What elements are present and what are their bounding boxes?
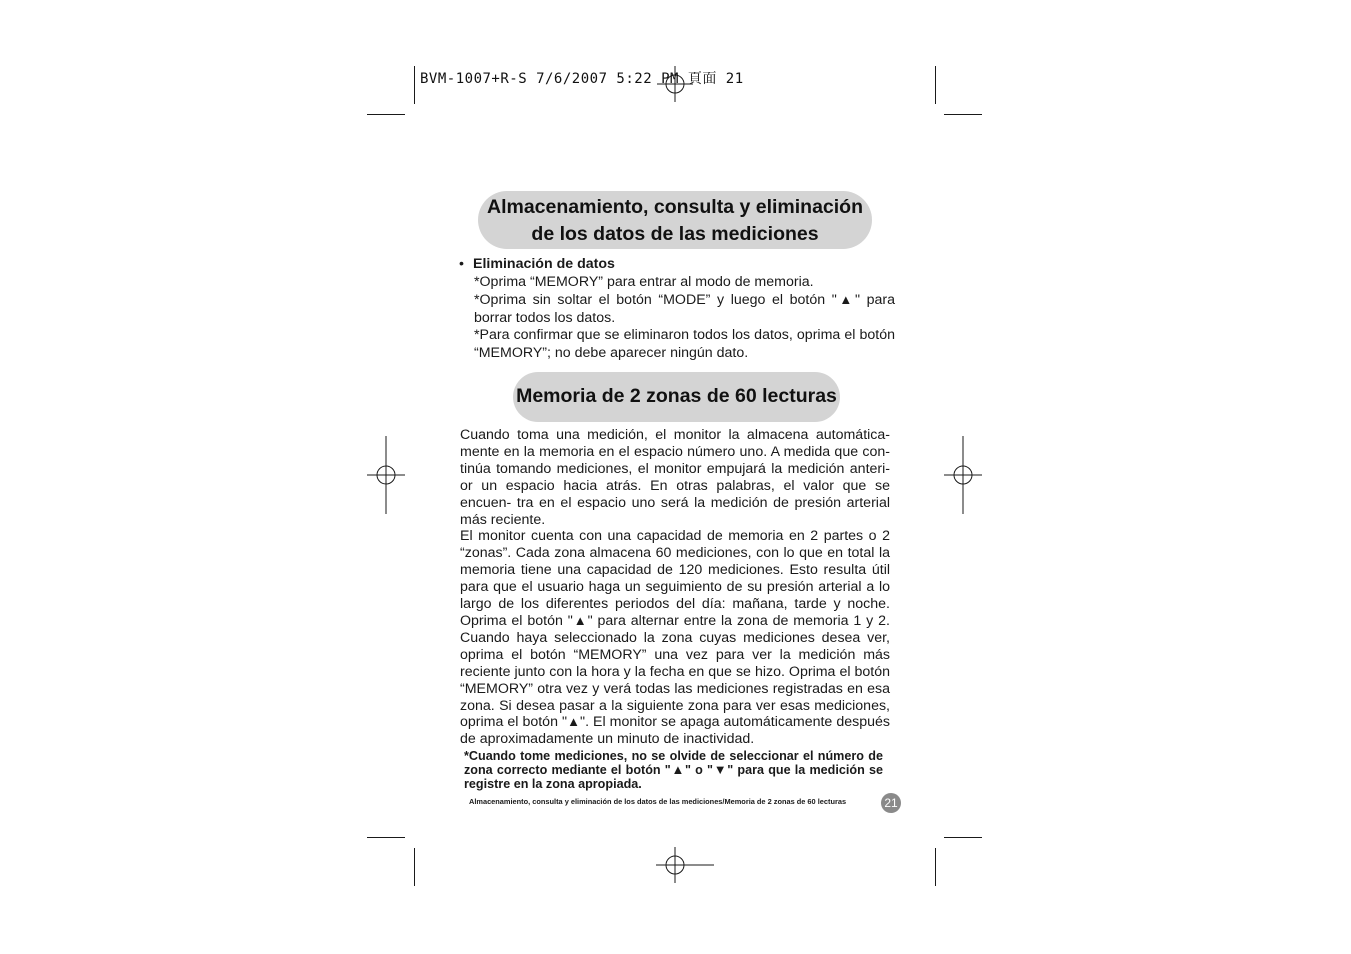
up-arrow-icon: ▲ (670, 762, 685, 777)
up-arrow-icon: ▲ (567, 714, 581, 730)
body-paragraph-1: Cuando toma una medición, el monitor la almacena automática- mente en la memoria en el espacio número uno. A medida que con- tinúa tomando mediciones, el monitor empujará la medición anteri- or un espacio hacia atrás. En otras palabras, el valor que se encuen- tra en el espacio uno será la medición de presión arterial más reciente. (460, 427, 890, 528)
registration-mark-icon (656, 847, 714, 883)
crop-mark (935, 848, 936, 886)
down-arrow-icon: ▼ (713, 762, 728, 777)
crop-mark (367, 837, 405, 838)
elimination-step-3: *Para confirmar que se eliminaron todos los datos, oprima el botón “MEMORY”; no debe aparecer ningún dato. (474, 327, 895, 361)
running-footer: Almacenamiento, consulta y eliminación de los datos de las mediciones/Memoria de 2 zonas de 60 lecturas (469, 797, 847, 806)
bullet-icon: • (459, 256, 464, 272)
page-number: 21 (881, 793, 901, 813)
crop-mark (935, 66, 936, 104)
elimination-block (459, 256, 895, 363)
elimination-step-2: *Oprima sin soltar el botón “MODE” y luego el botón "▲" para borrar todos los datos. (474, 292, 895, 326)
elimination-heading: Eliminación de datos (473, 256, 615, 272)
elimination-step-1: *Oprima “MEMORY” para entrar al modo de memoria. (474, 273, 814, 290)
memory-body-text (460, 427, 890, 748)
up-arrow-icon: ▲ (836, 292, 855, 308)
zone-selection-note: *Cuando tome mediciones, no se olvide de seleccionar el número de zona correcto mediante el botón "▲" o "▼" para que la medición se registre en la zona apropiada. (464, 749, 883, 791)
crop-mark (944, 114, 982, 115)
registration-mark-icon (367, 436, 405, 514)
section-title-storage (478, 191, 872, 249)
crop-mark (367, 114, 405, 115)
crop-mark (414, 848, 415, 886)
crop-mark (944, 837, 982, 838)
registration-mark-icon (944, 436, 982, 514)
section-title-line1: Almacenamiento, consulta y eliminación (486, 196, 864, 218)
print-slug: BVM-1007+R-S 7/6/2007 5:22 PM 頁面 21 (420, 71, 744, 87)
section-title-line2: de los datos de las mediciones (531, 223, 819, 245)
crop-mark (414, 66, 415, 104)
body-paragraph-2: El monitor cuenta con una capacidad de memoria en 2 partes o 2 “zonas”. Cada zona almacena 60 mediciones, con lo que en total la memoria tiene una capacidad de 120 mediciones. Esto resulta útil para que el usuario haga un seguimiento de su presión arterial a lo largo de los diferentes periodos del día: mañana, tarde y noche. Oprima el botón "▲" para alternar entre la zona de memoria 1 y 2. Cuando haya seleccionado la zona cuyas mediciones desea ver, oprima el botón “MEMORY” una vez para ver la medición más reciente junto con la hora y la fecha en que se hizo. Oprima el botón “MEMORY” otra vez y verá todas las mediciones registradas en esa zona. Si desea pasar a la siguiente zona para ver esas mediciones, oprima el botón "▲". El monitor se apaga automáticamente después de aproximadamente un minuto de inactividad. (460, 528, 890, 748)
up-arrow-icon: ▲ (572, 612, 588, 628)
section-title-memory-zones: Memoria de 2 zonas de 60 lecturas (513, 372, 840, 422)
